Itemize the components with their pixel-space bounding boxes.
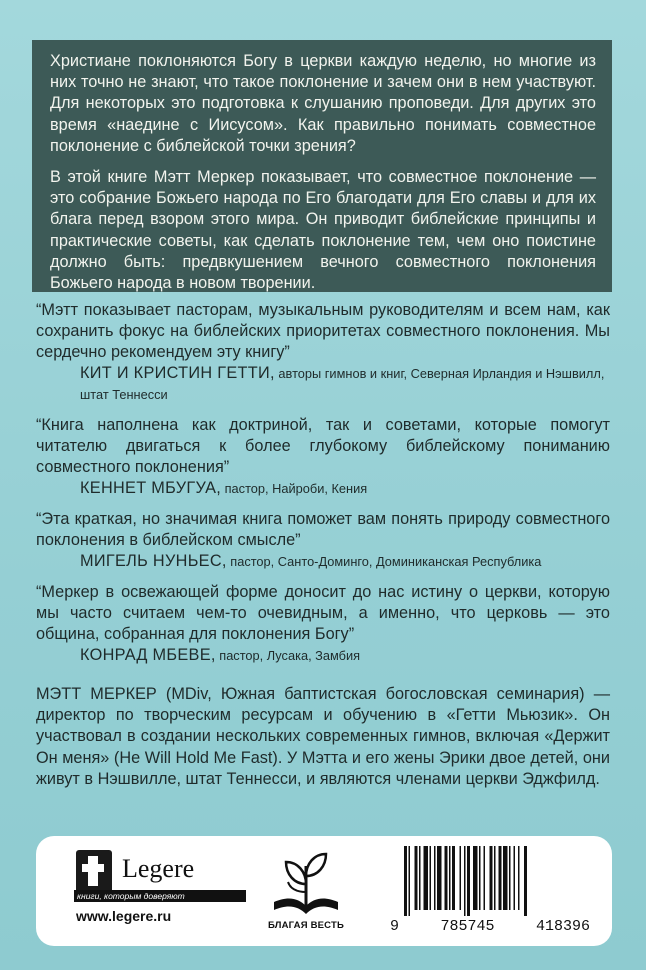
barcode-bar xyxy=(434,846,436,910)
barcode-bar xyxy=(415,846,418,910)
endorser-name: КИТ И КРИСТИН ГЕТТИ, xyxy=(80,364,275,382)
endorsement-text: “Эта краткая, но значимая книга поможет вам понять природу совместного поклонения в библейском смысле” xyxy=(36,510,610,549)
endorsement-text: “Меркер в освежающей форме доносит до нас истину о церкви, которую мы часто считаем чем-то очевидным, а именно, что церковь — это община, собранная для поклонения Богу” xyxy=(36,583,610,643)
endorser-role: пастор, Лусака, Замбия xyxy=(215,648,361,663)
endorsement-attribution xyxy=(36,645,610,666)
barcode-bar xyxy=(409,846,411,916)
barcode-bar xyxy=(437,846,442,910)
endorser-role: авторы гимнов и книг, Северная Ирландия и Нэшвилл, штат Теннесси xyxy=(80,366,605,402)
partner-label: БЛАГАЯ ВЕСТЬ xyxy=(267,920,345,931)
publisher-footer xyxy=(36,836,612,946)
barcode-bar xyxy=(445,846,448,910)
endorsement-attribution xyxy=(36,478,610,499)
barcode-bar xyxy=(460,846,462,910)
barcode-bar xyxy=(473,846,478,910)
barcode-bar xyxy=(424,846,429,910)
barcode-bar xyxy=(524,846,527,916)
endorser-name: КЕННЕТ МБУГУА, xyxy=(80,479,222,497)
barcode-bar xyxy=(503,846,508,910)
barcode-bar xyxy=(449,846,451,910)
publisher-name: Legere xyxy=(122,854,195,883)
endorsement-attribution xyxy=(36,551,610,572)
barcode-bar xyxy=(467,846,470,916)
blurb-panel xyxy=(32,40,612,292)
barcode-bar xyxy=(494,846,496,910)
publisher-tagline: книги, которым доверяют xyxy=(74,890,246,902)
barcode-bar xyxy=(514,846,516,910)
isbn-barcode xyxy=(390,846,590,936)
barcode-bar xyxy=(464,846,466,916)
barcode-digit-group: 785745 xyxy=(440,918,495,935)
legere-logo xyxy=(72,850,252,924)
endorsement xyxy=(36,415,610,499)
barcode-digit-group: 418396 xyxy=(535,918,590,935)
endorsement xyxy=(36,509,610,572)
barcode-bar xyxy=(509,846,511,910)
author-bio: МЭТТ МЕРКЕР (MDiv, Южная баптистская богословская семинария) — директор по творческим ресурсам и обучению в «Гетти Мьюзик». Он участвовал в создании нескольких современных гимнов, включая «Держит Он меня» (He Will Hold Me Fast). У Мэтта и его жены Эрики двое детей, они живут в Нэшвилле, штат Теннесси, и являются членами церкви Эджфилд. xyxy=(36,685,610,788)
endorser-role: пастор, Найроби, Кения xyxy=(221,481,368,496)
endorsement-text: “Книга наполнена как доктриной, так и советами, которые помогут читателю двигаться к более глубокому библейскому пониманию совместного поклонения” xyxy=(36,416,610,476)
endorsement xyxy=(36,582,610,666)
sprouting-book-icon xyxy=(260,844,352,920)
endorser-name: МИГЕЛЬ НУНЬЕС, xyxy=(80,552,227,570)
barcode-bar xyxy=(518,846,520,910)
barcode-bar xyxy=(419,846,421,910)
blurb-paragraph-2: В этой книге Мэтт Меркер показывает, что совместное поклонение — это собрание Божьего народа по Его благодати для Его славы и для их блага перед взором этого мира. Он приводит библейские принципы и практические советы, как сделать поклонение тем, чем оно поистине должно быть: предвкушением вечного совместного поклонения Божьего народа в новом творении. xyxy=(50,168,596,293)
barcode-bar xyxy=(499,846,502,910)
blagaya-vest-logo xyxy=(260,844,352,940)
endorsement-text: “Мэтт показывает пасторам, музыкальным руководителям и всем нам, как сохранить фокус на библейских приоритетах совместного поклонения. Мы сердечно рекомендуем эту книгу” xyxy=(36,301,610,361)
endorser-name: КОНРАД МБЕВЕ, xyxy=(80,646,216,664)
endorser-role: пастор, Санто-Доминго, Доминиканская Республика xyxy=(226,554,542,569)
endorsements xyxy=(36,300,610,676)
barcode-bar xyxy=(479,846,481,910)
barcode-bar xyxy=(404,846,407,916)
barcode-bar xyxy=(484,846,486,910)
publisher-url[interactable]: www.legere.ru xyxy=(76,908,172,924)
barcode-bar xyxy=(452,846,455,910)
blurb-paragraph-1: Христиане поклоняются Богу в церкви каждую неделю, но многие из них точно не знают, что такое поклонение и зачем они в нем участвуют. Для некоторых это подготовка к слушанию проповеди. Для других это время «наедине с Иисусом». Как правильно понимать совместное поклонение с библейской точки зрения? xyxy=(50,52,596,155)
endorsement xyxy=(36,300,610,405)
barcode-bar xyxy=(490,846,493,910)
endorsement-attribution xyxy=(36,363,610,405)
barcode-digits xyxy=(390,918,590,935)
barcode-bar xyxy=(430,846,432,910)
barcode-bars xyxy=(390,846,590,916)
barcode-digit-group: 9 xyxy=(390,918,400,935)
